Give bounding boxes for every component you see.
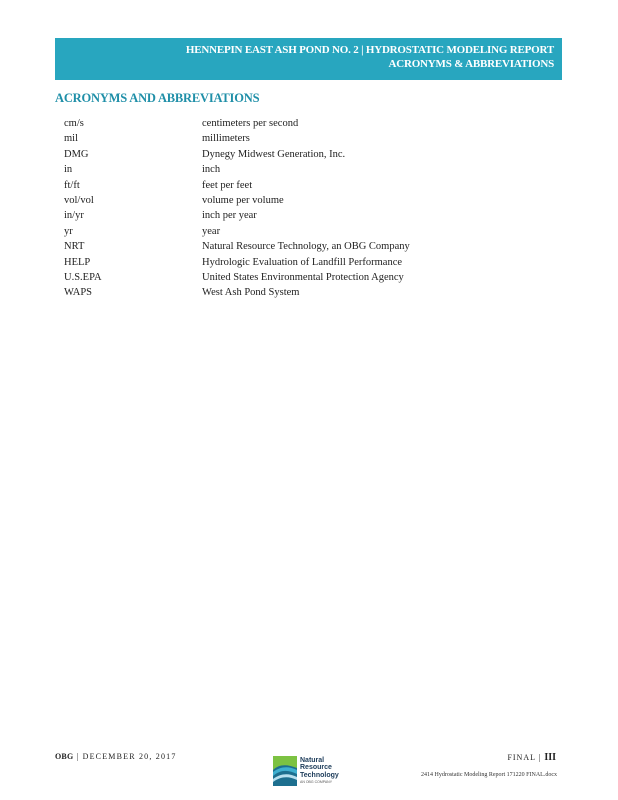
list-item (64, 116, 464, 131)
footer-separator: | (76, 752, 83, 761)
footer-filename: 2414 Hydrostatic Modeling Report 171220 FINAL.docx (421, 772, 557, 778)
abbreviation-definition: volume per volume (202, 194, 284, 206)
logo-subtitle: AN OBG COMPANY (300, 780, 333, 784)
abbreviation-definition: Hydrologic Evaluation of Landfill Performance (202, 256, 403, 268)
abbreviation-term: ft/ft (64, 179, 80, 191)
abbreviation-definition: inch per year (202, 210, 257, 222)
header-band (55, 38, 562, 80)
abbreviation-term: HELP (64, 256, 91, 268)
header-subtitle: ACRONYMS & ABBREVIATIONS (388, 58, 554, 70)
abbreviation-term: NRT (64, 241, 85, 253)
list-item (64, 162, 464, 177)
logo-line-1: Natural (300, 757, 325, 764)
list-item (64, 224, 464, 239)
footer-right (507, 752, 556, 763)
list-item (64, 270, 464, 285)
abbreviation-definition: Dynegy Midwest Generation, Inc. (202, 148, 346, 160)
abbreviation-definition: year (202, 225, 221, 237)
list-item (64, 208, 464, 223)
abbreviation-definition: United States Environmental Protection Agency (202, 271, 404, 283)
abbreviation-term: WAPS (64, 287, 93, 299)
footer-separator: | (538, 753, 545, 762)
abbreviation-term: yr (64, 225, 73, 237)
list-item (64, 285, 464, 300)
abbreviation-term: in/yr (64, 210, 84, 222)
abbreviation-list (64, 116, 464, 301)
logo-line-3: Technology (300, 771, 339, 779)
abbreviation-term: vol/vol (64, 194, 94, 206)
footer-status: FINAL (507, 753, 536, 762)
abbreviation-definition: feet per feet (202, 179, 253, 191)
list-item (64, 255, 464, 270)
list-item (64, 131, 464, 146)
list-item (64, 147, 464, 162)
abbreviation-definition: millimeters (202, 133, 250, 145)
footer-left (55, 752, 177, 761)
list-item (64, 239, 464, 254)
header-title: HENNEPIN EAST ASH POND NO. 2 | HYDROSTATIC MODELING REPORT (185, 44, 554, 56)
abbreviation-term: DMG (64, 148, 89, 160)
company-logo (273, 756, 353, 788)
abbreviation-definition: West Ash Pond System (202, 287, 300, 299)
abbreviation-term: mil (64, 133, 79, 145)
footer-date: DECEMBER 20, 2017 (82, 752, 177, 761)
abbreviation-definition: Natural Resource Technology, an OBG Company (202, 241, 410, 253)
page-number: III (544, 752, 556, 763)
section-title: ACRONYMS AND ABBREVIATIONS (55, 91, 260, 105)
list-item (64, 178, 464, 193)
nrt-logo-icon (273, 756, 297, 786)
abbreviation-term: cm/s (64, 118, 84, 129)
list-item (64, 193, 464, 208)
footer-org: OBG (55, 752, 74, 761)
abbreviation-definition: inch (202, 164, 221, 176)
abbreviation-term: in (64, 164, 73, 176)
logo-line-2: Resource (300, 764, 332, 772)
abbreviation-term: U.S.EPA (64, 271, 102, 283)
abbreviation-definition: centimeters per second (202, 118, 299, 129)
logo-wordmark (300, 757, 339, 779)
